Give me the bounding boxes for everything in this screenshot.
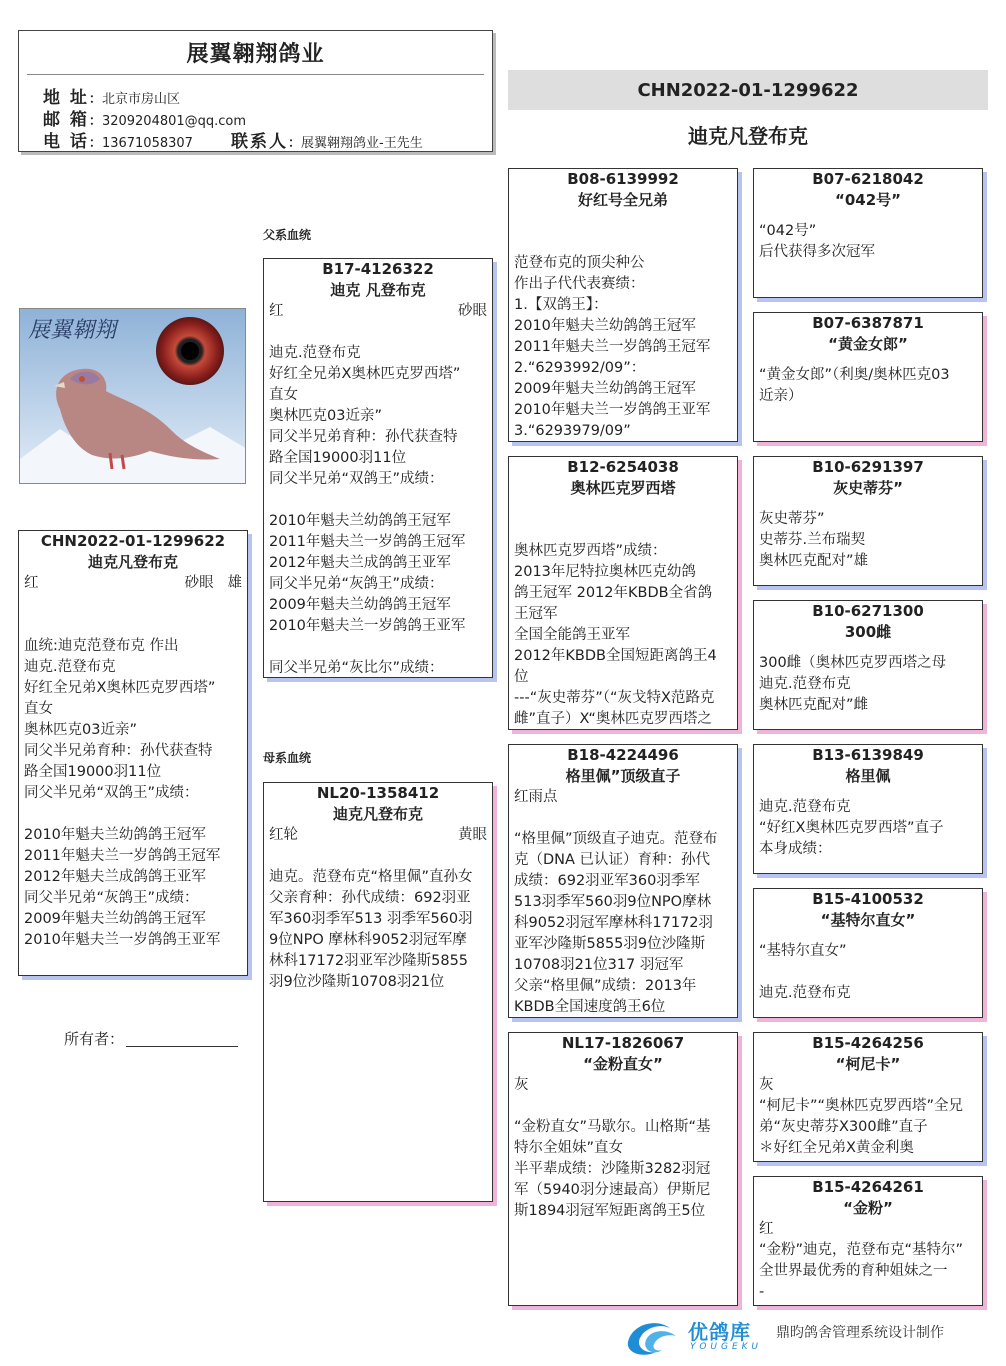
contact-line: 联系人：展翼翱翔鸽业-王先生 <box>231 132 423 152</box>
note-line: 史蒂芬.兰布瑞契 <box>759 532 866 548</box>
ds-notes <box>514 829 732 1018</box>
note-line: 2009年魁夫兰幼鸽鸽王冠军 <box>24 911 206 927</box>
sds-name: 灰史蒂芬” <box>833 479 903 497</box>
note-line: - <box>759 1284 765 1300</box>
note-line: 同父半兄弟育种：孙代获查特 <box>269 429 458 445</box>
note-line: 灰史蒂芬” <box>759 511 825 527</box>
dam-name: 迪克凡登布克 <box>332 805 423 823</box>
note-line: “金粉直女”马歇尔。山格斯“基 <box>514 1119 711 1135</box>
note-line <box>269 637 487 658</box>
address-line: 地 址：北京市房山区 <box>43 88 180 108</box>
note-line: “好红X奥林匹克罗西塔”直子 <box>759 820 944 836</box>
dd-ring: NL17-1826067 <box>561 1034 685 1052</box>
ddd-notes <box>759 1240 977 1303</box>
sdd-ring: B10-6271300 <box>812 602 924 620</box>
note-line: ＊好红全兄弟X黄金利奥 <box>759 1140 914 1156</box>
contact-key: 联系人 <box>231 132 288 152</box>
note-line: 3.“6293979/09” <box>514 423 631 439</box>
note-line: “金粉”迪克，范登布克“基特尔” <box>759 1242 964 1258</box>
note-line: 2010年魁夫兰幼鸽鸽王冠军 <box>514 318 696 334</box>
note-line: 直女 <box>269 387 298 403</box>
note-line: 半平辈成绩：沙隆斯3282羽冠 <box>514 1161 711 1177</box>
ss-ring: B08-6139992 <box>567 170 679 188</box>
note-line: 2012年魁夫兰成鸽鸽王亚军 <box>269 555 451 571</box>
note-line: 父亲“格里佩”成绩：2013年 <box>514 978 697 994</box>
pigeon-photo <box>19 308 246 484</box>
note-line: 弟“灰史蒂芬X300雌”直子 <box>759 1119 928 1135</box>
owner-label: 所有者： <box>64 1030 125 1048</box>
dam-line-label: 母系血统 <box>263 751 312 765</box>
dam-eye: 黄眼 <box>458 827 487 843</box>
note-line: 奥林匹克03近亲” <box>24 722 137 738</box>
credit-text: 鼎昀鸽舍管理系统设计制作 <box>776 1325 944 1341</box>
sss-notes <box>759 221 977 263</box>
note-line: 2010年魁夫兰一岁鸽鸽王亚军 <box>514 402 711 418</box>
note-line: 近亲） <box>759 388 803 404</box>
ss-notes <box>514 253 732 442</box>
ds-color: 红雨点 <box>514 789 558 805</box>
note-line: 奥林匹克配对”雌 <box>759 697 869 713</box>
note-line: 同父半兄弟“双鸽王”成绩： <box>269 471 444 487</box>
note-line: 鸽王冠军 2012年KBDB全省鸽 <box>514 585 713 601</box>
sd-name: 奥林匹克罗西塔 <box>570 479 676 497</box>
note-line: 2011年魁夫兰一岁鸽鸽王冠军 <box>514 339 711 355</box>
ggp-sss-card <box>753 168 983 298</box>
note-line: 科9052羽冠军摩林科17172羽 <box>514 915 714 931</box>
note-line: “柯尼卡”“奥林匹克罗西塔”全兄 <box>759 1098 964 1114</box>
subject-card-name: 迪克凡登布克 <box>87 553 178 571</box>
note-line: 2012年KBDB全国短距离鸽王4 <box>514 648 717 664</box>
note-line: 1.【双鸽王】： <box>514 297 608 313</box>
dd-color: 灰 <box>514 1077 529 1093</box>
note-line: “格里佩”顶级直子迪克。范登布 <box>514 831 718 847</box>
email-key: 邮 箱 <box>43 110 89 130</box>
note-line: 王冠军 <box>514 606 558 622</box>
sire-card <box>263 258 493 678</box>
sire-attrs <box>269 301 487 322</box>
dd-notes <box>514 1117 732 1222</box>
grandsire-maternal-card <box>508 744 738 1018</box>
sire-eye: 砂眼 <box>458 303 487 319</box>
ds-ring: B18-4224496 <box>567 746 679 764</box>
note-line: 迪克.范登布克 <box>759 676 851 692</box>
note-line: 路全国19000羽11位 <box>269 450 407 466</box>
note-line: 2010年魁夫兰一岁鸽鸽王亚军 <box>269 618 466 634</box>
note-line: 直女 <box>24 701 53 717</box>
sd-notes <box>514 541 732 730</box>
address-value: 北京市房山区 <box>101 92 180 107</box>
phone-key: 电 话 <box>43 132 89 152</box>
note-line: 2011年魁夫兰一岁鸽鸽王冠军 <box>269 534 466 550</box>
ggp-dds-card <box>753 1032 983 1162</box>
dds-notes <box>759 1096 977 1159</box>
subject-card-notes <box>24 636 242 951</box>
note-line: 2009年魁夫兰幼鸽鸽王冠军 <box>514 381 696 397</box>
subject-ring: CHN2022-01-1299622 <box>637 79 859 101</box>
note-line: 路全国19000羽11位 <box>24 764 162 780</box>
note-line <box>24 804 242 825</box>
subject-card-color: 红 <box>24 575 39 591</box>
note-line: 迪克.范登布克 <box>269 345 361 361</box>
dd-name: “金粉直女” <box>583 1055 663 1073</box>
dsd-name: “基特尔直女” <box>820 911 916 929</box>
note-line: “基特尔直女” <box>759 943 847 959</box>
sd-ring: B12-6254038 <box>567 458 679 476</box>
note-line: 本身成绩： <box>759 841 832 857</box>
phone-value: 13671058307 <box>101 136 193 151</box>
dam-color: 红轮 <box>269 827 298 843</box>
note-line: 迪克.范登布克 <box>24 659 116 675</box>
dam-ring: NL20-1358412 <box>316 784 440 802</box>
note-line: 10708羽21位317 羽冠军 <box>514 957 684 973</box>
email-line: 邮 箱：3209204801@qq.com <box>43 110 247 130</box>
note-line: 迪克.范登布克 <box>759 985 851 1001</box>
note-line: 羽9位沙隆斯10708羽21位 <box>269 974 445 990</box>
ggp-sdd-card <box>753 600 983 730</box>
granddam-paternal-card <box>508 456 738 730</box>
note-line: 作出子代代表赛绩： <box>514 276 645 292</box>
ddd-name: “金粉” <box>843 1199 893 1217</box>
note-line: 迪克。范登布克“格里佩”直孙女 <box>269 869 473 885</box>
note-line: 迪克.范登布克 <box>759 799 851 815</box>
note-line: 好红全兄弟X奥林匹克罗西塔” <box>269 366 461 382</box>
ds-name: 格里佩”顶级直子 <box>565 767 681 785</box>
logo-text: 优鸽库 <box>688 1320 751 1344</box>
note-line: 成绩：692羽亚军360羽季军 <box>514 873 700 889</box>
note-line: 好红全兄弟X奥林匹克罗西塔” <box>24 680 216 696</box>
sds-notes <box>759 509 977 572</box>
note-line: 全国全能鸽王亚军 <box>514 627 630 643</box>
dds-ring: B15-4264256 <box>812 1034 924 1052</box>
dss-name: 格里佩 <box>845 767 891 785</box>
email-value: 3209204801@qq.com <box>101 114 247 129</box>
note-line: 2010年魁夫兰幼鸽鸽王冠军 <box>269 513 451 529</box>
note-line <box>759 962 977 983</box>
note-line: 军360羽季军513 羽季军560羽 <box>269 911 473 927</box>
dds-name: “柯尼卡” <box>835 1055 901 1073</box>
dam-attrs <box>269 825 487 846</box>
note-line: 513羽季军560羽9位NPO摩林 <box>514 894 712 910</box>
note-line: 300雌（奥林匹克罗西塔之母 <box>759 655 947 671</box>
subject-card-sex: 雄 <box>227 575 242 591</box>
subject-ring-banner <box>508 70 988 110</box>
dsd-ring: B15-4100532 <box>812 890 924 908</box>
ggp-dsd-card <box>753 888 983 1018</box>
phone-line: 电 话：13671058307 <box>43 132 193 152</box>
sds-ring: B10-6291397 <box>812 458 924 476</box>
dam-card <box>263 782 493 1202</box>
note-line: 同父半兄弟“双鸽王”成绩： <box>24 785 199 801</box>
contact-value: 展翼翱翔鸽业-王先生 <box>301 136 423 151</box>
note-line: 2012年魁夫兰成鸽鸽王亚军 <box>24 869 206 885</box>
ggp-sds-card <box>753 456 983 586</box>
sss-ring: B07-6218042 <box>812 170 924 188</box>
note-line: 9位NPO 摩林科9052羽冠军摩 <box>269 932 467 948</box>
sire-ring: B17-4126322 <box>322 260 434 278</box>
owner-field <box>64 1028 238 1049</box>
subject-card-attrs <box>24 573 242 594</box>
sdd-name: 300雌 <box>844 623 892 641</box>
photo-title: 展翼翱翔 <box>28 318 117 343</box>
note-line: 奥林匹克03近亲” <box>269 408 382 424</box>
note-line: 父亲育种：孙代成绩：692羽亚 <box>269 890 471 906</box>
sdd-notes <box>759 653 977 716</box>
ss-name: 好红号全兄弟 <box>577 191 668 209</box>
loft-info-box <box>18 30 493 152</box>
sire-line-label: 父系血统 <box>263 228 312 242</box>
note-line: 全世界最优秀的育种姐妹之一 <box>759 1263 948 1279</box>
note-line: 2009年魁夫兰幼鸽鸽王冠军 <box>269 597 451 613</box>
footer-logo <box>622 1312 1002 1362</box>
note-line: 雌”直子）X“奥林匹克罗西塔之 <box>514 711 712 727</box>
ddd-ring: B15-4264261 <box>812 1178 924 1196</box>
note-line: 范登布克的顶尖种公 <box>514 255 645 271</box>
ggp-ddd-card <box>753 1176 983 1306</box>
note-line: 军（5940羽分速最高）伊斯尼 <box>514 1182 711 1198</box>
note-line: 2011年魁夫兰一岁鸽鸽王冠军 <box>24 848 221 864</box>
note-line: 同父半兄弟育种：孙代获查特 <box>24 743 213 759</box>
note-line: 同父半兄弟“灰鸽王”成绩： <box>24 890 199 906</box>
note-line: KBDB全国速度鸽王6位 <box>514 999 666 1015</box>
dds-color: 灰 <box>759 1077 774 1093</box>
note-line: 斯1894羽冠军短距离鸽王5位 <box>514 1203 706 1219</box>
note-line: 血统:迪克范登布克 作出 <box>24 638 179 654</box>
ggp-dss-card <box>753 744 983 874</box>
ssd-notes <box>759 365 977 407</box>
note-line: 奥林匹克配对”雄 <box>759 553 869 569</box>
note-line: 2010年魁夫兰一岁鸽鸽王亚军 <box>24 932 221 948</box>
note-line: 特尔全姐妹”直女 <box>514 1140 624 1156</box>
note-line: 2010年魁夫兰幼鸽鸽王冠军 <box>24 827 206 843</box>
grandsire-paternal-card <box>508 168 738 442</box>
ssd-ring: B07-6387871 <box>812 314 924 332</box>
loft-title: 展翼翱翔鸽业 <box>186 42 325 67</box>
dss-notes <box>759 797 977 860</box>
note-line: 亚军沙隆斯5855羽9位沙隆斯 <box>514 936 706 952</box>
ssd-name: “黄金女郎” <box>828 335 908 353</box>
ggp-ssd-card <box>753 312 983 442</box>
note-line: 克（DNA 已认证）育种：孙代 <box>514 852 711 868</box>
note-line: 2013年尼特拉奥林匹克幼鸽 <box>514 564 696 580</box>
note-line <box>269 490 487 511</box>
swirl-logo-icon <box>622 1312 684 1358</box>
address-key: 地 址 <box>43 88 89 108</box>
sire-color: 红 <box>269 303 284 319</box>
sire-name: 迪克 凡登布克 <box>330 281 426 299</box>
note-line: 奥林匹克罗西塔”成绩： <box>514 543 667 559</box>
note-line: 林科17172羽亚军沙隆斯5855 <box>269 953 469 969</box>
dam-notes <box>269 867 487 993</box>
dsd-notes <box>759 941 977 1004</box>
note-line: 同父半兄弟“灰比尔”成绩： <box>269 660 444 676</box>
note-line: 2.“6293992/09”： <box>514 360 646 376</box>
note-line: 同父半兄弟“灰鸽王”成绩： <box>269 576 444 592</box>
note-line: ---“灰史蒂芬”（“灰戈特X范路克 <box>514 690 715 706</box>
note-line: 后代获得多次冠军 <box>759 244 875 260</box>
sss-name: “042号” <box>834 191 902 209</box>
subject-card-eye: 砂眼 <box>184 575 214 591</box>
ddd-color: 红 <box>759 1221 774 1237</box>
header-divider <box>27 74 484 75</box>
logo-subtext: YOUGEKU <box>690 1342 763 1352</box>
note-line: “黄金女郎”（利奥/奥林匹克03 <box>759 367 950 383</box>
sire-notes <box>269 343 487 678</box>
subject-name: 迪克凡登布克 <box>688 124 808 148</box>
note-line: “042号” <box>759 223 817 239</box>
granddam-maternal-card <box>508 1032 738 1306</box>
subject-card <box>18 530 248 976</box>
note-line: 位 <box>514 669 529 685</box>
subject-card-ring: CHN2022-01-1299622 <box>40 532 226 550</box>
dss-ring: B13-6139849 <box>812 746 924 764</box>
owner-blank <box>126 1033 238 1047</box>
